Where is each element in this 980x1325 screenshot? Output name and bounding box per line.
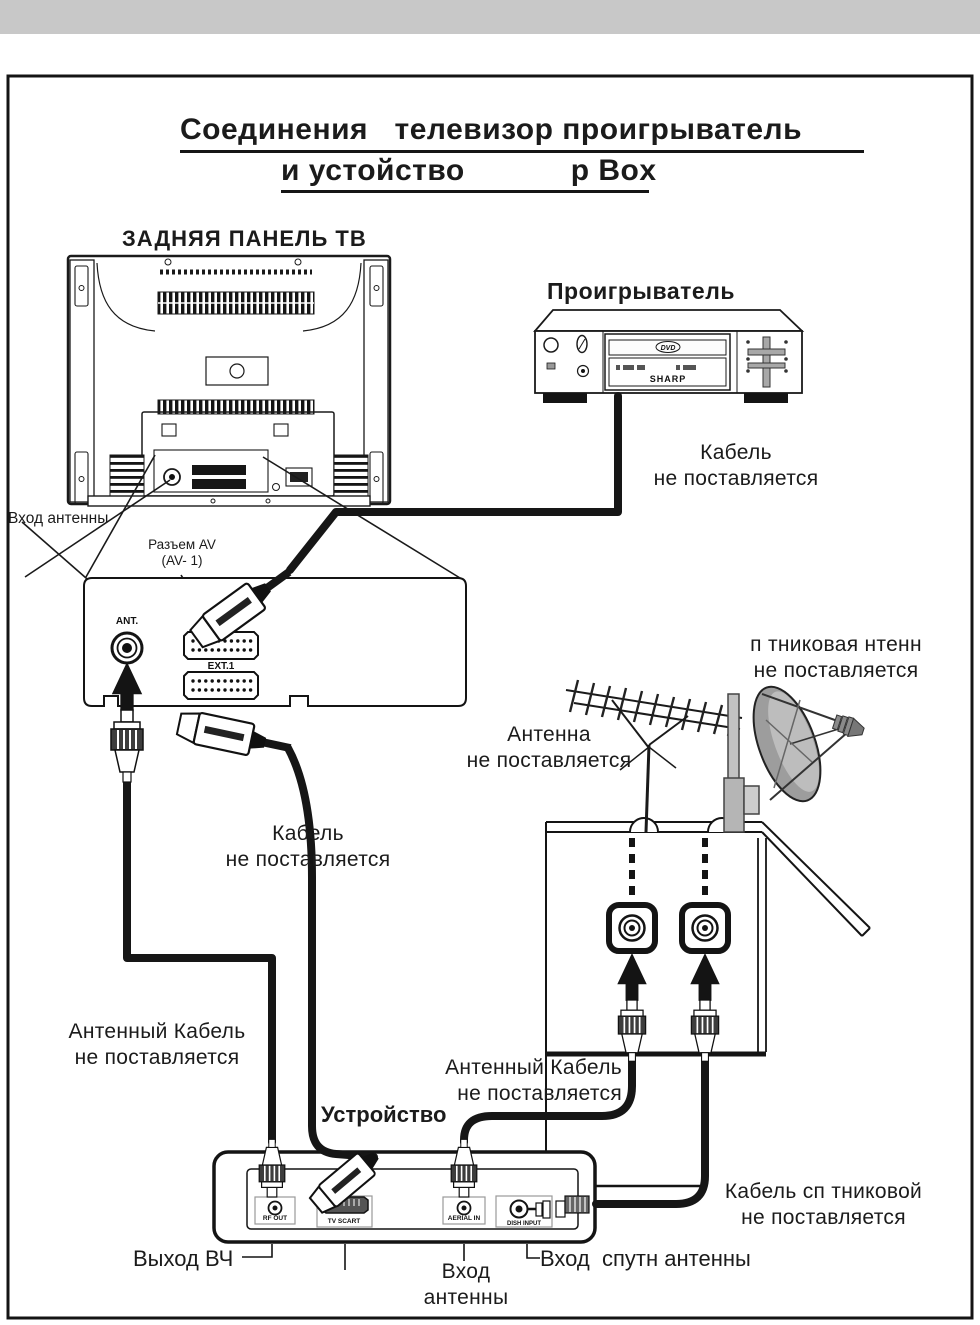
cable-ext1-to-tvscart xyxy=(288,748,374,1157)
tv-scart-port-label: TV SCART xyxy=(327,1218,361,1225)
cable-not-supplied-scart: Кабель не поставляется xyxy=(225,822,391,871)
antenna-not-supplied: Антенна не поставляется xyxy=(466,723,632,772)
antenna-cable-not-supplied-left: Антенный Кабель не поставляется xyxy=(68,1020,246,1069)
ant-port-label: ANT. xyxy=(115,616,139,627)
tv-rear-drawing xyxy=(68,256,390,506)
dvd-logo: DVD xyxy=(660,345,676,352)
wall-outlets xyxy=(609,838,728,951)
ext1-port-label: EXT.1 xyxy=(207,661,235,672)
page-title-line1: Соединения телевизор проигрыватель xyxy=(180,110,864,153)
arrow-into-wall-socket-2 xyxy=(690,953,719,1001)
aerial-in-port-label: AERIAL IN xyxy=(447,1215,481,1222)
player-brand: SHARP xyxy=(649,374,687,384)
cable-not-supplied-player: Кабель не поставляется xyxy=(653,441,819,490)
satellite-cable-not-supplied: Кабель сп тниковой не поставляется xyxy=(724,1180,923,1229)
satellite-dish xyxy=(724,678,866,832)
tv-connector-zoom-panel xyxy=(84,578,466,706)
av-connector-label: Разъем AV (AV- 1) xyxy=(148,537,216,568)
rf-out-port-label: RF OUT xyxy=(262,1215,288,1222)
ant-cable-plug xyxy=(111,710,143,782)
page-title-line2: и устойство р Box xyxy=(281,151,649,193)
player-drawing xyxy=(535,310,802,403)
dish-input-label: Вход спутн антенны xyxy=(540,1246,751,1271)
rf-output-label: Выход ВЧ xyxy=(133,1246,234,1271)
player-label: Проигрыватель xyxy=(547,278,735,304)
device-label: Устройство xyxy=(321,1102,447,1127)
arrow-into-wall-socket-1 xyxy=(617,953,646,1001)
aerial-input-label: Вход антенны xyxy=(423,1260,509,1309)
antenna-cable-not-supplied-center: Антенный Кабель не поставляется xyxy=(445,1056,622,1105)
satellite-antenna-not-supplied: п тниковая нтенн не поставляется xyxy=(750,633,922,682)
scart-plug-ext1 xyxy=(176,709,294,764)
tv-back-panel-label: ЗАДНЯЯ ПАНЕЛЬ ТВ xyxy=(122,226,367,251)
antenna-input-label: Вход антенны xyxy=(8,510,109,527)
dish-input-port-label: DISH INPUT xyxy=(506,1221,542,1227)
ext1-scart-socket xyxy=(184,672,258,699)
